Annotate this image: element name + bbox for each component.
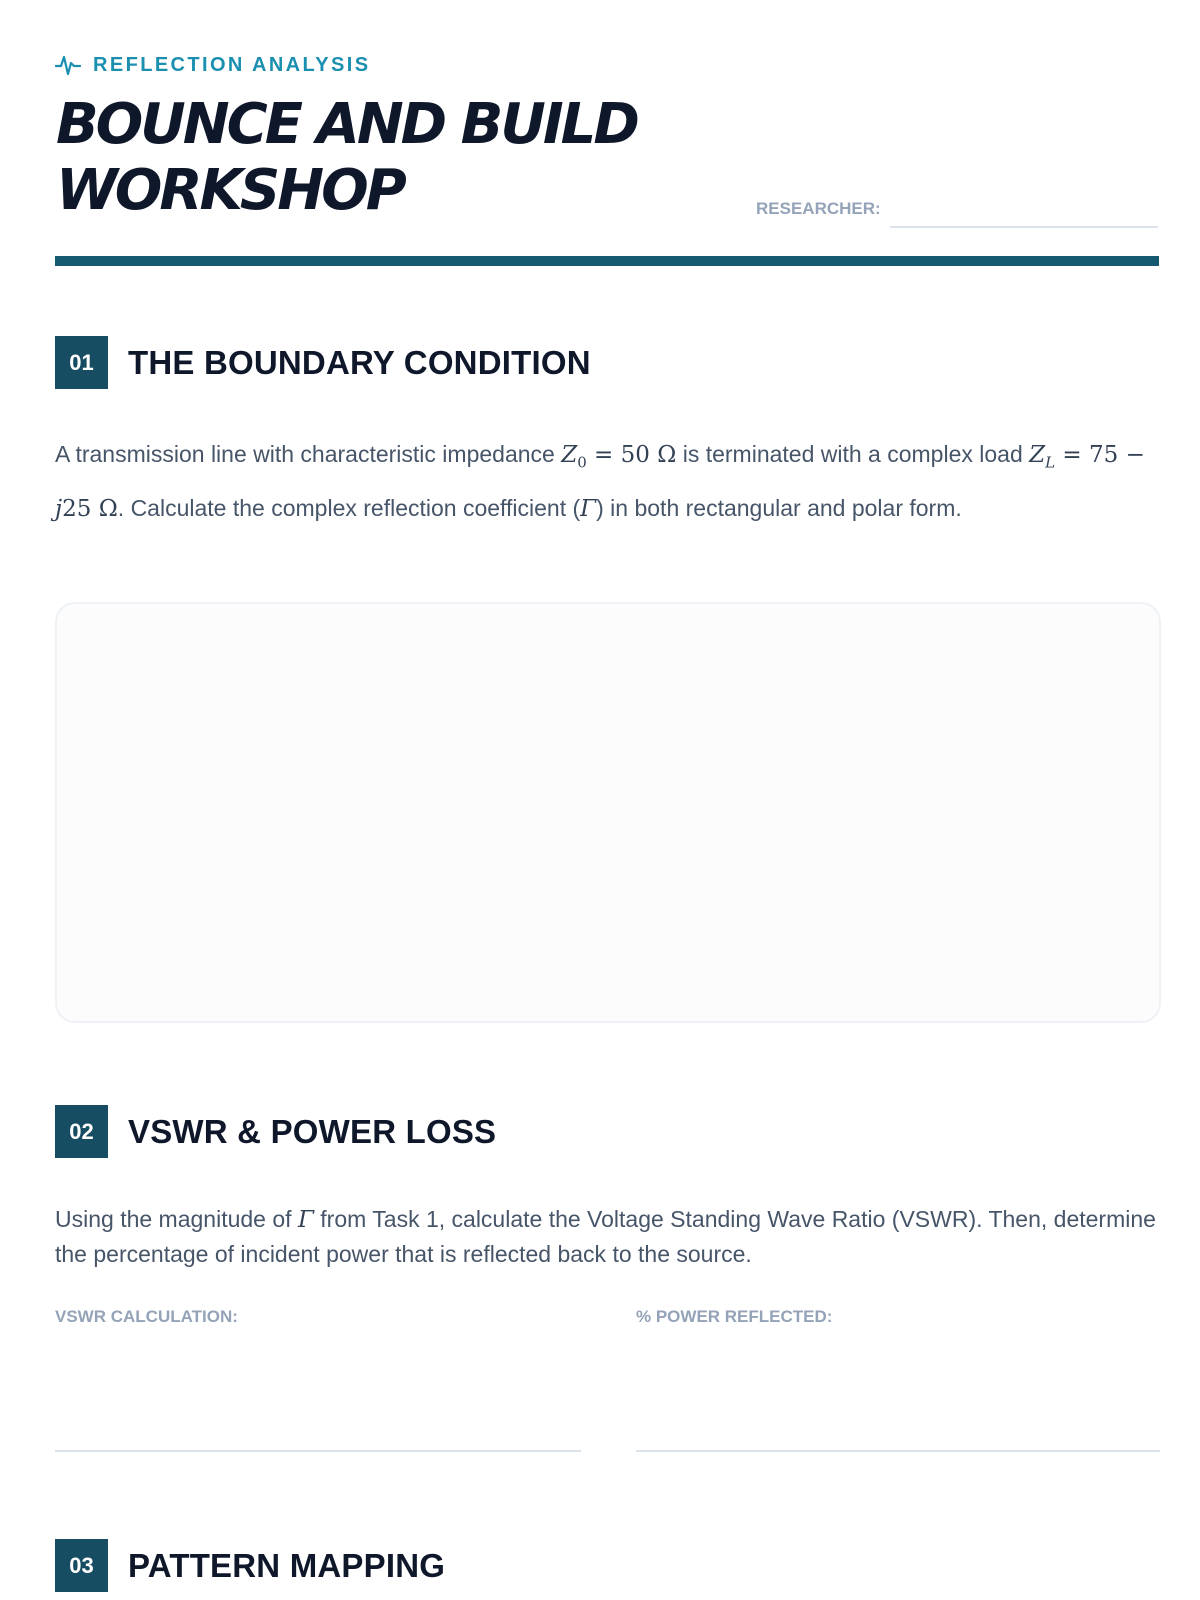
eyebrow [55, 52, 370, 78]
section-1-title: THE BOUNDARY CONDITION [128, 344, 591, 381]
researcher-label: RESEARCHER: [756, 199, 881, 218]
header-divider [55, 256, 1159, 266]
section-2-title: VSWR & POWER LOSS [128, 1113, 497, 1150]
answer-box[interactable] [55, 602, 1161, 1023]
eyebrow-label: REFLECTION ANALYSIS [93, 53, 371, 76]
pulse-icon [55, 52, 81, 78]
section-1-number: 01 [55, 336, 108, 389]
power-reflected-field[interactable] [636, 1450, 1160, 1452]
gamma-symbol: Γ [580, 495, 597, 522]
page-title [56, 92, 637, 224]
section-3-number: 03 [55, 1539, 108, 1592]
power-reflected-label: % POWER REFLECTED: [636, 1307, 833, 1326]
vswr-calculation-label: VSWR CALCULATION: [55, 1307, 238, 1326]
zl-expression: $Z_L = 75 - j25$ Ω [55, 442, 1145, 522]
researcher-name-field[interactable] [890, 226, 1158, 228]
page-title-line-1: BOUNCE AND BUILD [56, 92, 637, 157]
gamma-symbol: Γ [297, 1207, 314, 1233]
section-2-number: 02 [55, 1105, 108, 1158]
page-title-line-2: WORKSHOP [56, 158, 404, 223]
section-1-prompt: A transmission line with characteristic impedance $Z_0 = 50$ Ω is terminated with a complex load $Z_L = 75 - j25$ Ω. Calculate the complex reflection coefficient (Γ) in both rectangular and polar form. [55, 441, 1145, 522]
vswr-calculation-field[interactable] [55, 1450, 581, 1452]
z0-expression: $Z_0 = 50$ Ω [561, 442, 677, 472]
section-3-title: PATTERN MAPPING [128, 1547, 446, 1584]
section-2-prompt: Using the magnitude of Γ from Task 1, calculate the Voltage Standing Wave Ratio (VSWR). Then, determine the percentage of incident power that is reflected back to the source. [55, 1206, 1156, 1267]
